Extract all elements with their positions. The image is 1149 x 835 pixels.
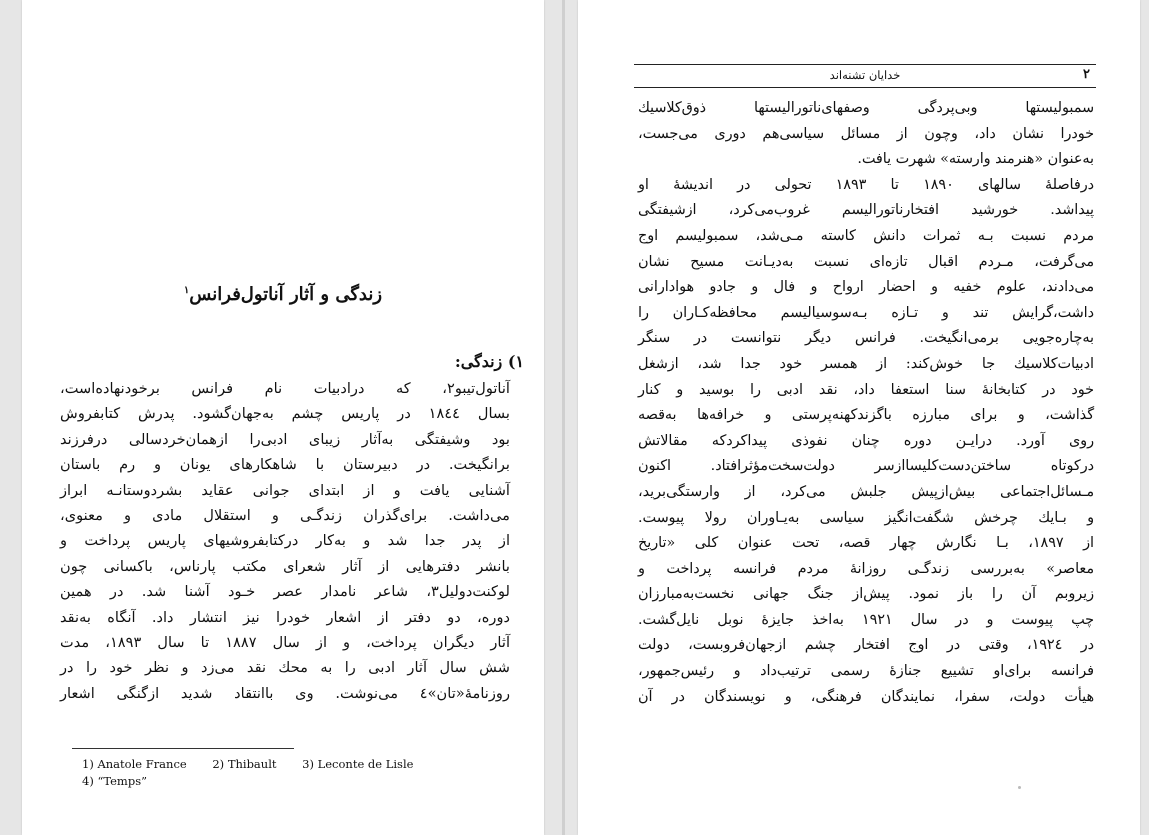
text-line: آشنایی یافت و از ابتدای جوانی عقاید بشردوستانـه ابراز bbox=[60, 481, 510, 499]
text-line: مردم نسبت بـه ثمرات دانش کاسته مـی‌شد، سمبولیسم اوج bbox=[638, 227, 1094, 244]
text-line: برانگیخت. در دبیرستان با شاهکارهای یونان و رم باستان bbox=[60, 456, 510, 474]
text-line: مـسائل‌اجتماعی بیش‌ازپیش جلبش می‌کرد، از وارستگی‌برید، bbox=[638, 483, 1094, 500]
footnotes bbox=[82, 756, 502, 790]
text-line: لوکنت‌دولیل۳، شاعر نامدار عصر خـود آشنا شد. در همین bbox=[60, 583, 510, 601]
chapter-title bbox=[22, 284, 544, 305]
text-line: معاصر» به‌بررسی زندگـی روزانهٔ مردم فرانسه پرداخت و bbox=[638, 560, 1094, 577]
left-body-text bbox=[60, 376, 510, 706]
text-line: پیداشد. خورشید افتخارناتورالیسم غروب‌می‌کرد، ازشیفتگی bbox=[638, 202, 1094, 219]
left-book-page bbox=[22, 0, 544, 835]
text-line: چپ پیوست و در سال ۱۹۲۱ به‌اخذ جایزهٔ نوبل نایل‌گشت. bbox=[638, 611, 1094, 628]
text-line: و بـایك چرخش شگفت‌انگیز سیاسی به‌یـاوران رولا پیوست. bbox=[638, 509, 1094, 526]
footnote-2: 2) Thibault bbox=[212, 757, 277, 771]
footnote-1: 1) Anatole France bbox=[82, 757, 187, 771]
chapter-title-text: زندگی و آثار آناتول‌فرانس bbox=[189, 284, 383, 305]
footnote-4: 4) “Temps” bbox=[82, 774, 147, 788]
section-heading: ۱) زندگی: bbox=[454, 352, 524, 371]
text-line: روزنامهٔ«تان»٤ می‌نوشت. وی باانتقاد شدید ازگنگی اشعار bbox=[60, 684, 510, 702]
text-line: سمبولیستها وبی‌پردگی وصفهای‌ناتورالیستها ذوق‌کلاسیك bbox=[638, 100, 1094, 116]
text-line: درفاصلهٔ سالهای ۱۸۹۰ تا ۱۸۹۳ تحولی در اندیشهٔ او bbox=[638, 176, 1094, 193]
page-gutter bbox=[562, 0, 565, 835]
scan-speck bbox=[1018, 786, 1021, 789]
text-line: خود در کتابخانهٔ سنا استعفا داد، نقد ادبی را بوسید و کنار bbox=[638, 381, 1094, 398]
text-line: گذاشت، و برای مبارزه باگزندکهنه‌پرستی و خرافه‌ها به‌قصه bbox=[638, 407, 1094, 424]
right-body-text bbox=[638, 96, 1094, 710]
text-line: روی آورد. درایـن دوره چنان نفوذی پیداکردکه مقالاتش bbox=[638, 432, 1094, 449]
footnote-divider bbox=[72, 748, 294, 749]
text-line: خودرا نشان داد، وچون از مسائل سیاسی‌هم دوری می‌جست، bbox=[638, 125, 1094, 142]
text-line: بسال ۱۸٤٤ در پاریس چشم به‌جهان‌گشود. پدرش کتابفروش bbox=[60, 405, 510, 423]
footnote-3: 3) Leconte de Lisle bbox=[302, 757, 414, 771]
running-title: خدایان تشنه‌اند bbox=[829, 68, 901, 82]
text-line: می‌گرفت، مـردم اقبال تازه‌ای نسبت به‌دیـانت مسیح نشان bbox=[638, 253, 1094, 270]
text-line: ادبیات‌کلاسیك جا خوش‌کند: از همسر خود جدا شد، ازشغل bbox=[638, 355, 1094, 372]
text-line: شش سال آثار ادبی را به محك نقد می‌زد و نظر خود را در bbox=[60, 659, 510, 677]
text-line: در ۱۹۲٤، وقتی در اوج افتخار چشم ازجهان‌فروبست، دولت bbox=[638, 637, 1094, 654]
text-line: به‌عنوان «هنرمند وارسته» شهرت یافت. bbox=[857, 151, 1094, 168]
text-line: می‌داشت. برای‌گذران زندگـی و استقلال مادی و معنوی، bbox=[60, 506, 510, 524]
text-line: زیروبم آن را باز نمود. پیش‌از جنگ جهانی نخست‌به‌مبارزان bbox=[638, 586, 1094, 603]
text-line: به‌چاره‌جویی برمی‌انگیخت. فرانس دیگر نتوانست در سنگر bbox=[638, 330, 1094, 347]
text-line: بود وشیفتگی به‌آثار زیبای ادبی‌را ازهمان‌خردسالی درفرزند bbox=[60, 430, 510, 448]
text-line: آثار دیگران پرداخت، و از سال ۱۸۸۷ تا سال ۱۸۹۳، مدت bbox=[60, 633, 510, 651]
text-line: داشت،گرایش تند و تـازه بـه‌سوسیالیسم محافظه‌کـاران را bbox=[638, 304, 1094, 321]
text-line: هیأت دولت، سفرا، نمایندگان فرهنگی، و نویسندگان در آن bbox=[638, 688, 1094, 705]
text-line: آناتول‌تیبو۲، که درادبیات نام فرانس برخودنهاده‌است، bbox=[60, 380, 510, 397]
chapter-title-footnote-marker: ۱ bbox=[183, 285, 190, 296]
right-book-page bbox=[578, 0, 1140, 835]
running-header bbox=[634, 64, 1096, 88]
text-line: از پدر جدا شد و به‌کار درکتابفروشیهای پاریس پرداخت و bbox=[60, 532, 510, 550]
text-line: درکوتاه ساختن‌دست‌کلیساازسر دولت‌سخت‌مؤثرافتاد. اکنون bbox=[638, 458, 1094, 475]
text-line: دوره، دو دفتر از اشعار خودرا نیز انتشار داد. آنگاه به‌نقد bbox=[60, 608, 510, 626]
page-number: ۲ bbox=[1083, 67, 1090, 82]
text-line: بانشر دفترهایی از آثار شعرای مکتب پارناس، باکسانی چون bbox=[60, 557, 510, 575]
text-line: فرانسه برای‌او تشییع جنازهٔ رسمی ترتیب‌داد و رئیس‌جمهور، bbox=[638, 663, 1094, 680]
text-line: از ۱۸۹۷، بـا نگارش چهار قصه، تحت عنوان کلی «تاریخ bbox=[638, 535, 1094, 552]
text-line: می‌دادند، علوم خفیه و احضار ارواح و فال و جادو هوادارانی bbox=[638, 279, 1094, 296]
